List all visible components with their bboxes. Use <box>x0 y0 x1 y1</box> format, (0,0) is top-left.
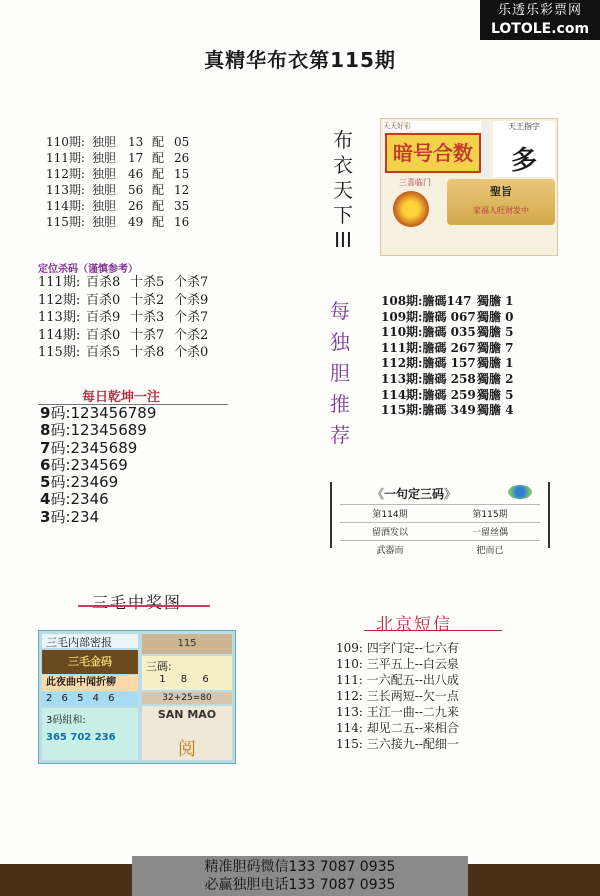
pei: 配 <box>152 135 165 149</box>
list-item: 112: 三长两短--欠一点 <box>336 689 459 703</box>
pair: 35 <box>174 199 190 213</box>
list-item <box>38 344 208 362</box>
count: 4 <box>40 490 51 509</box>
digits: 12345689 <box>70 421 147 440</box>
kill-tens: 十杀8 <box>130 345 165 360</box>
gall-code: 114期:膽碼 259 <box>381 387 476 402</box>
seal-icon: 阅 <box>178 739 196 760</box>
list-item <box>46 166 194 182</box>
period: 115期: <box>46 215 85 229</box>
lone-title <box>326 296 354 451</box>
char: 布 <box>333 128 353 152</box>
scroll <box>447 179 555 225</box>
kill-units: 个杀7 <box>174 310 209 325</box>
period: 114期: <box>46 199 85 213</box>
gall-single: 獨膽 5 <box>477 325 514 340</box>
banner-side <box>482 121 490 177</box>
list-item: 114: 却见二五--来相合 <box>336 721 459 735</box>
banner-top: 天天好彩 <box>383 121 481 131</box>
gall-single: 獨膽 7 <box>477 340 514 355</box>
kill-units: 个杀7 <box>174 275 209 290</box>
kill-units: 个杀2 <box>174 327 209 343</box>
kill-hundreds: 百杀8 <box>86 275 121 290</box>
list-item <box>46 150 194 166</box>
site-watermark <box>480 0 600 40</box>
count: 5 <box>40 473 51 492</box>
list-item <box>40 405 156 422</box>
bracket-close: 》 <box>444 487 457 501</box>
sanmao-poem: 此夜曲中闻折柳 <box>42 675 138 691</box>
char: III <box>334 228 352 252</box>
list-item <box>38 309 208 327</box>
unit: 码: <box>50 490 71 509</box>
list-item <box>46 214 194 230</box>
dan: 17 <box>128 151 144 165</box>
label: 独胆 <box>92 167 117 181</box>
char: 独 <box>330 330 350 354</box>
gall-code: 109期:膽碼 067 <box>381 309 476 324</box>
period: 113期: <box>38 310 81 325</box>
dan: 49 <box>128 215 144 229</box>
scroll-title: 聖旨 <box>490 185 512 198</box>
dan: 26 <box>128 199 144 213</box>
table-cell: 武器而 <box>376 546 404 556</box>
label: 独胆 <box>92 135 117 149</box>
sanmao-digits: 2 6 5 4 6 <box>42 692 138 706</box>
kill-subtitle: 定位杀码（谨慎参考） <box>38 264 138 275</box>
pair: 15 <box>174 167 190 181</box>
kill-hundreds: 百杀9 <box>86 310 121 325</box>
pei: 配 <box>152 167 165 181</box>
period: 110期: <box>46 135 85 149</box>
list-item <box>381 310 514 326</box>
count: 3 <box>40 507 51 526</box>
period: 115期: <box>38 345 81 360</box>
gall-code: 113期:膽碼 258 <box>381 371 476 386</box>
unit: 码: <box>50 421 71 440</box>
banner-header: 暗号合数 <box>385 133 481 173</box>
table-row <box>340 540 540 558</box>
label: 独胆 <box>92 151 117 165</box>
sanmao-combo <box>42 708 138 760</box>
table-row <box>340 522 540 540</box>
list-item <box>40 491 156 508</box>
flower-icon <box>393 191 429 227</box>
list-item <box>381 388 514 404</box>
sanmao-formula: 32+25=80 <box>142 692 232 704</box>
sanmao-gold: 三毛金码 <box>42 650 138 674</box>
list-item <box>381 325 514 341</box>
count: 7 <box>40 438 51 457</box>
pei: 配 <box>152 183 165 197</box>
kill-hundreds: 百杀0 <box>86 292 121 308</box>
period: 114期: <box>38 327 81 343</box>
table-cell: 第115期 <box>472 510 508 520</box>
count: 6 <box>40 455 51 474</box>
dan: 56 <box>128 183 144 197</box>
gall-code: 108期:膽碼147 <box>381 294 472 308</box>
daily-title: 每日乾坤一注 <box>82 390 161 405</box>
gall-code: 110期:膽碼 035 <box>381 325 476 340</box>
sanmao-logo <box>142 706 232 760</box>
unit: 码: <box>50 455 71 474</box>
beijing-list <box>336 640 459 752</box>
digits: 234 <box>70 507 100 526</box>
unit: 码: <box>50 438 71 457</box>
gall-code: 115期:膽碼 349 <box>381 403 476 418</box>
period: 112期: <box>46 167 85 181</box>
three-numbers: 1 8 6 <box>159 674 215 685</box>
globe-icon <box>508 485 532 499</box>
label: 独胆 <box>92 183 117 197</box>
gall-code: 111期:膽碼 267 <box>381 340 476 355</box>
list-item <box>381 341 514 357</box>
sanmao-title: 三毛中奖图 <box>92 593 183 612</box>
char: 荐 <box>330 423 350 447</box>
kill-hundreds: 百杀5 <box>86 345 121 360</box>
signature <box>493 121 555 177</box>
sanmao-three <box>142 656 232 690</box>
kill-units: 个杀0 <box>174 345 209 360</box>
char: 衣 <box>333 153 353 177</box>
table-cell: 一留丝偶 <box>471 528 508 538</box>
table-cell: 第114期 <box>372 510 408 520</box>
sanmao-period: 115 <box>142 634 232 654</box>
dan: 46 <box>128 167 144 181</box>
gall-single: 獨膽 2 <box>477 371 514 386</box>
period: 111期: <box>38 275 81 290</box>
kill-tens: 十杀3 <box>130 310 165 325</box>
digits: 2346 <box>70 490 109 509</box>
gall-single: 獨膽 1 <box>477 294 514 308</box>
gall-code: 112期:膽碼 157 <box>381 356 476 371</box>
divider <box>364 630 502 631</box>
page-title: 真精华布衣第115期 <box>204 48 396 72</box>
divider <box>78 605 210 607</box>
unit: 码: <box>50 473 71 492</box>
promo-banner <box>380 118 558 256</box>
dan: 13 <box>128 135 144 149</box>
period: 111期: <box>46 151 85 165</box>
list-item <box>38 274 208 292</box>
vertical-title <box>331 128 355 253</box>
count: 8 <box>40 421 51 440</box>
list-item <box>46 134 194 150</box>
list-item <box>381 356 514 372</box>
period: 113期: <box>46 183 85 197</box>
list-item: 115: 三六接九--配细一 <box>336 737 459 751</box>
list-item: 111: 一六配五--出八成 <box>336 673 459 687</box>
kill-hundreds: 百杀0 <box>86 327 121 343</box>
period: 112期: <box>38 292 81 308</box>
list-item <box>40 509 156 526</box>
label: 独胆 <box>92 215 117 229</box>
beijing-title: 北京短信 <box>376 615 452 635</box>
pei: 配 <box>152 199 165 213</box>
digits: 2345689 <box>70 438 138 457</box>
history-list <box>46 134 194 230</box>
logo-text: SAN MAO <box>157 708 217 721</box>
scroll-subtitle: 家福人旺财发中 <box>473 206 529 215</box>
char: 推 <box>330 392 350 416</box>
char: 天 <box>333 178 353 202</box>
kill-tens: 十杀2 <box>130 292 165 308</box>
footer-line2: 必赢独胆电话133 7087 0935 <box>204 877 396 893</box>
bracket-open: 《 <box>372 487 385 501</box>
list-item <box>46 182 194 198</box>
riddle-title <box>372 485 456 502</box>
kill-units: 个杀9 <box>174 292 209 308</box>
kill-list <box>38 274 208 362</box>
list-item <box>381 294 514 310</box>
kill-tens: 十杀7 <box>130 327 165 343</box>
watermark-line2: LOTOLE.com <box>490 21 590 37</box>
gall-single: 獨膽 1 <box>477 356 514 371</box>
table-row <box>340 504 540 522</box>
char: 每 <box>330 299 350 323</box>
gall-single: 獨膽 5 <box>477 387 514 402</box>
list-item: 110: 三平五上--白云泉 <box>336 657 459 671</box>
pei: 配 <box>152 151 165 165</box>
signature-mark: 多 <box>510 146 537 176</box>
list-item: 113: 王江一曲--二九来 <box>336 705 459 719</box>
pair: 05 <box>174 135 190 149</box>
banner-gold: 三喜临门 <box>399 178 431 187</box>
list-item <box>381 403 514 419</box>
list-item <box>38 292 208 310</box>
digits: 23469 <box>70 473 119 492</box>
list-item <box>40 457 156 474</box>
combo-numbers: 365 702 236 <box>46 732 116 743</box>
list-item: 109: 四字门定--七六有 <box>336 641 459 655</box>
char: 胆 <box>330 361 350 385</box>
gall-list <box>381 294 514 419</box>
signature-label: 天王指字 <box>508 122 540 131</box>
count: 9 <box>40 404 51 422</box>
daily-list <box>40 405 156 526</box>
gall-single: 獨膽 0 <box>477 309 514 324</box>
list-item <box>40 474 156 491</box>
digits: 123456789 <box>70 404 157 422</box>
digits: 234569 <box>70 455 128 474</box>
riddle-table <box>340 504 540 558</box>
pair: 26 <box>174 151 190 165</box>
gall-single: 獨膽 4 <box>477 403 514 418</box>
watermark-line1: 乐透乐彩票网 <box>497 3 582 18</box>
kill-tens: 十杀5 <box>130 275 165 290</box>
table-cell: 把而已 <box>476 546 504 556</box>
pair: 12 <box>174 183 190 197</box>
footer-line1: 精准胆码微信133 7087 0935 <box>204 859 396 875</box>
unit: 码: <box>50 404 71 422</box>
combo-label: 3码組和: <box>46 715 86 726</box>
table-cell: 留酒发以 <box>371 528 408 538</box>
list-item <box>40 440 156 457</box>
char: 下 <box>333 203 353 227</box>
list-item <box>38 327 208 345</box>
list-item <box>40 422 156 439</box>
list-item <box>46 198 194 214</box>
riddle-title-text: 一句定三码 <box>384 487 445 501</box>
unit: 码: <box>50 507 71 526</box>
pair: 16 <box>174 215 190 229</box>
sanmao-header: 三毛内部密报 <box>42 634 138 648</box>
label: 独胆 <box>92 199 117 213</box>
contact-footer <box>132 856 468 896</box>
list-item <box>381 372 514 388</box>
three-label: 三碼: <box>146 660 172 673</box>
pei: 配 <box>152 215 165 229</box>
